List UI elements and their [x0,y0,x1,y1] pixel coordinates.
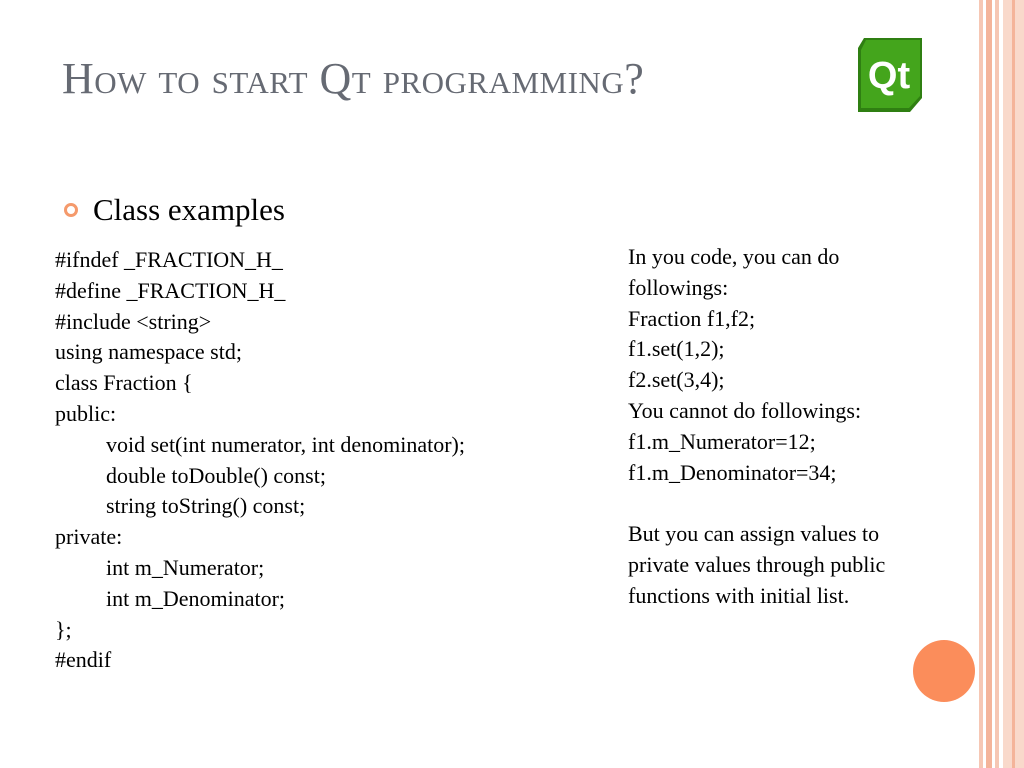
decorative-stripe [1012,0,1015,768]
code-line: }; [55,616,72,642]
note-line: But you can assign values to [628,521,880,547]
note-line: followings: [628,274,729,300]
note-line: Fraction f1,f2; [628,305,756,331]
qt-logo-text: Qt [867,55,911,97]
code-line: #define _FRACTION_H_ [55,277,286,303]
note-line: private values through public [628,551,886,577]
hollow-circle-bullet-icon [64,203,78,217]
note-line [628,488,978,519]
code-line: string toString() const; [106,493,306,519]
code-line: double toDouble() const; [106,462,326,488]
decorative-stripe [986,0,992,768]
code-line: void set(int numerator, int denominator); [106,431,465,457]
decorative-stripe [995,0,999,768]
bullet-item [64,190,285,230]
code-block [55,245,615,676]
decorative-stripe [979,0,983,768]
code-line: #include <string> [55,308,212,334]
decorative-circle [913,640,975,702]
code-line: #endif [55,647,112,673]
code-line: class Fraction { [55,370,193,396]
note-line: f1.m_Numerator=12; [628,428,816,454]
bullet-text: Class examples [93,192,285,227]
note-line: In you code, you can do [628,244,840,269]
note-line: f1.set(1,2); [628,336,725,362]
slide-title: How to start Qt programming? [62,54,645,103]
code-line: using namespace std; [55,339,242,365]
note-line: f2.set(3,4); [628,367,725,393]
qt-logo-icon [858,38,922,112]
code-line: int m_Denominator; [106,585,286,611]
note-line: functions with initial list. [628,582,850,608]
note-line: You cannot do followings: [628,397,862,423]
code-line: private: [55,524,123,550]
code-line: #ifndef _FRACTION_H_ [55,247,283,272]
notes-text-block [628,242,978,612]
code-line: int m_Numerator; [106,554,265,580]
note-line: f1.m_Denominator=34; [628,459,837,485]
code-line: public: [55,400,117,426]
